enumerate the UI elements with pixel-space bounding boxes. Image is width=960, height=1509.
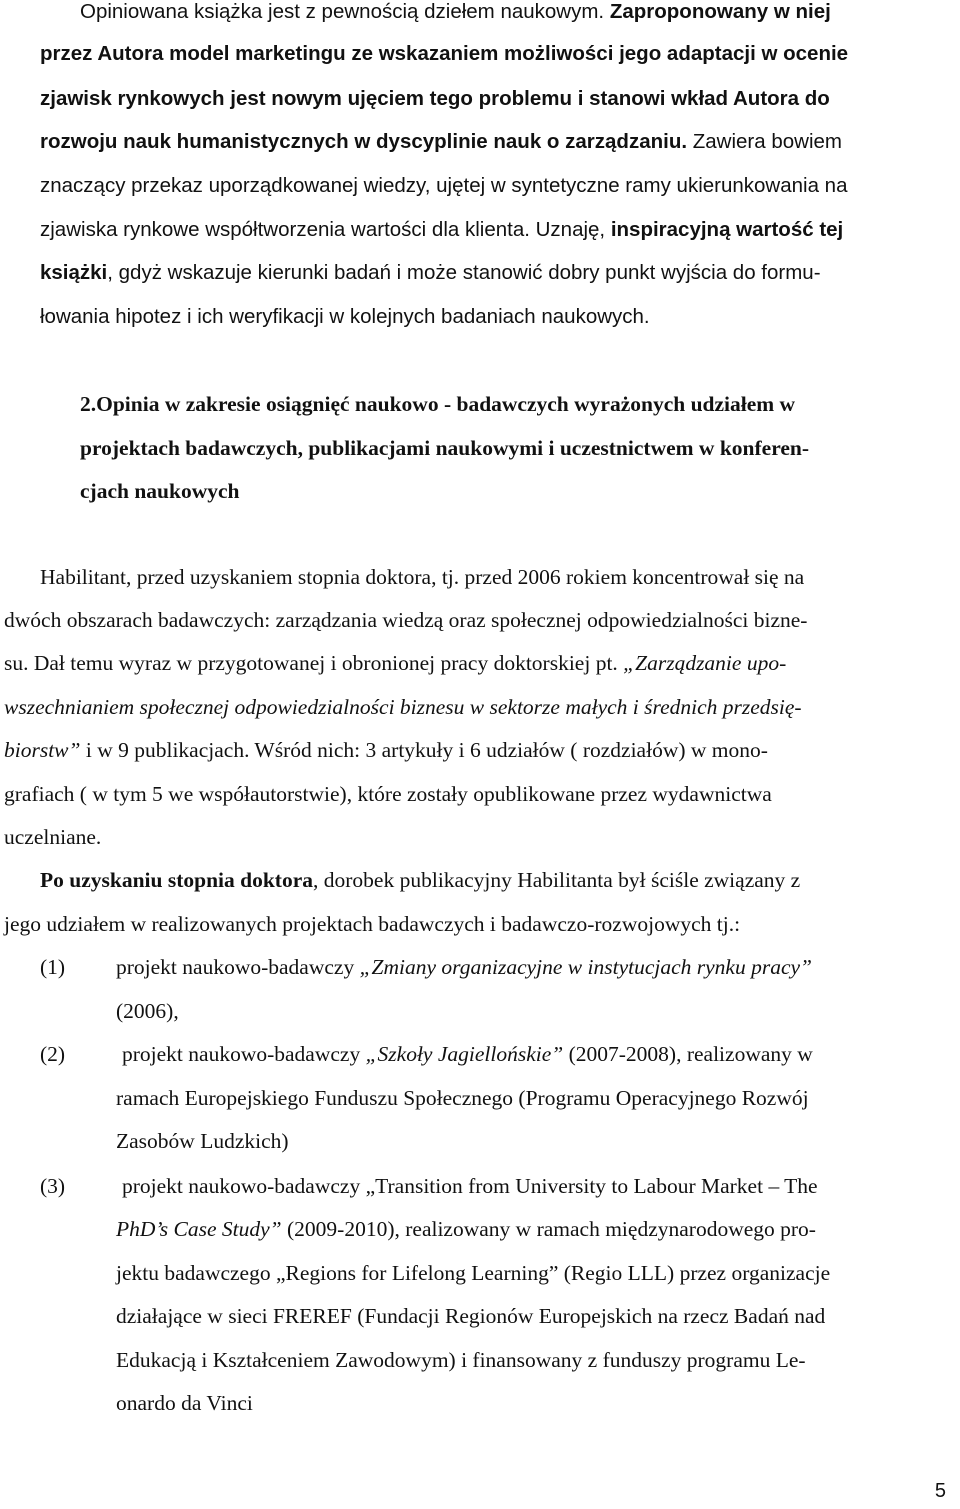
para1-line2-text: przez Autora model marketingu ze wskazaniem możliwości jego adaptacji w ocenie [40, 42, 849, 65]
para2-line3-italic: „Zarządzanie upo- [623, 651, 787, 675]
para3-line1-bold: Po uzyskaniu stopnia doktora [40, 868, 314, 892]
list-item3-line4: działające w sieci FREREF (Fundacji Regionów Europejskich na rzecz Badań nad [116, 1304, 826, 1328]
para1-line3 [40, 87, 956, 111]
para2-line7 [4, 825, 956, 849]
list-item3-number: (3) [40, 1174, 66, 1198]
list-item3-line6: onardo da Vinci [116, 1391, 253, 1415]
para1-line6 [40, 218, 956, 242]
para1-line4 [40, 130, 956, 154]
list-item1-line1 [116, 955, 956, 979]
para3-line2-text: jego udziałem w realizowanych projektach badawczych i badawczo-rozwojowych tj.: [4, 912, 741, 936]
para2-line5 [4, 738, 956, 762]
list-item1-line2: (2006), [116, 999, 179, 1023]
para3-line2 [4, 912, 956, 936]
list-item3-title: PhD’s Case Study” [116, 1217, 282, 1241]
list-item2-line2: ramach Europejskiego Funduszu Społecznego (Programu Operacyjnego Rozwój [116, 1086, 809, 1110]
list-item1-text: projekt naukowo-badawczy [116, 955, 360, 979]
para2-line7-text: uczelniane. [4, 825, 102, 849]
list-item3-line1: projekt naukowo-badawczy „Transition from University to Labour Market – The [122, 1174, 818, 1198]
para2-line1 [40, 565, 956, 589]
para1-line4-text: Zawiera bowiem [692, 130, 842, 153]
para1-line6-text: zjawiska rynkowe współtworzenia wartości dla klienta. Uznaję, [40, 218, 606, 241]
para2-line4 [4, 695, 956, 719]
list-item3-text: (2009-2010), realizowany w ramach międzynarodowego pro- [281, 1217, 816, 1241]
list-item2-number: (2) [40, 1042, 66, 1066]
list-item3-line5: Edukacją i Kształceniem Zawodowym) i finansowany z funduszy programu Le- [116, 1348, 806, 1372]
list-item2-title: „Szkoły Jagiellońskie” [365, 1042, 564, 1066]
para1-line6-bold: inspiracyjną wartość tej [610, 218, 844, 241]
list-item3-line2 [116, 1217, 956, 1241]
section-heading-line1 [80, 392, 956, 416]
para1-line5-text: znaczący przekaz uporządkowanej wiedzy, ujętej w syntetyczne ramy ukierunkowania na [40, 174, 848, 197]
para2-line2-text: dwóch obszarach badawczych: zarządzania wiedzą oraz społecznej odpowiedzialności bizne- [4, 608, 808, 632]
list-item2-text-b: (2007-2008), realizowany w [563, 1042, 813, 1066]
section-heading-text3: cjach naukowych [80, 479, 240, 503]
para2-line4-italic: wszechnianiem społecznej odpowiedzialności biznesu w sektorze małych i średnich przedsię- [4, 695, 802, 719]
para1-line7 [40, 261, 956, 285]
para1-line2 [40, 42, 956, 66]
para1-line5 [40, 174, 956, 198]
list-item1-title: „Zmiany organizacyjne w instytucjach rynku pracy” [359, 955, 813, 979]
para1-line7-bold: książki [40, 261, 108, 284]
para1-line1 [80, 0, 960, 24]
para2-line2 [4, 608, 956, 632]
para2-line5-italic: biorstw” [4, 738, 81, 762]
section-heading-text1: 2.Opinia w zakresie osiągnięć naukowo - badawczych wyrażonych udziałem w [80, 392, 796, 416]
para1-line3-text: zjawisk rynkowych jest nowym ujęciem tego problemu i stanowi wkład Autora do [40, 87, 830, 110]
para1-line7-text: , gdyż wskazuje kierunki badań i może stanowić dobry punkt wyjścia do formu- [107, 261, 821, 284]
para2-line1-text: Habilitant, przed uzyskaniem stopnia doktora, tj. przed 2006 rokiem koncentrował się na [40, 565, 805, 589]
para2-line3-text: su. Dał temu wyraz w przygotowanej i obronionej pracy doktorskiej pt. [4, 651, 618, 675]
para3-line1-text: , dorobek publikacyjny Habilitanta był ściśle związany z [313, 868, 801, 892]
para2-line6-text: grafiach ( w tym 5 we współautorstwie), które zostały opublikowane przez wydawnictwa [4, 782, 772, 806]
section-heading-line2 [80, 436, 956, 460]
para3-line1 [40, 868, 956, 892]
para1-line1-text: Opiniowana książka jest z pewnością dziełem naukowym. [80, 0, 605, 23]
section-heading-line3 [80, 479, 956, 503]
section-heading-text2: projektach badawczych, publikacjami naukowymi i uczestnictwem w konferen- [80, 436, 810, 460]
list-item3-line3: jektu badawczego „Regions for Lifelong Learning” (Regio LLL) przez organizacje [116, 1261, 831, 1285]
para1-line8 [40, 305, 956, 329]
list-item2-line1 [122, 1042, 956, 1066]
page-number: 5 [934, 1480, 946, 1502]
list-item2-text: projekt naukowo-badawczy [122, 1042, 366, 1066]
para2-line6 [4, 782, 956, 806]
para1-line8-text: łowania hipotez i ich weryfikacji w kolejnych badaniach naukowych. [40, 305, 650, 328]
para2-line3 [4, 651, 956, 675]
para1-line4-bold: rozwoju nauk humanistycznych w dyscyplinie nauk o zarządzaniu. [40, 130, 688, 153]
para2-line5-text: i w 9 publikacjach. Wśród nich: 3 artykuły i 6 udziałów ( rozdziałów) w mono- [85, 738, 768, 762]
list-item2-line3: Zasobów Ludzkich) [116, 1129, 289, 1153]
para1-line1-bold: Zaproponowany w niej [609, 0, 831, 23]
list-item1-number: (1) [40, 955, 66, 979]
